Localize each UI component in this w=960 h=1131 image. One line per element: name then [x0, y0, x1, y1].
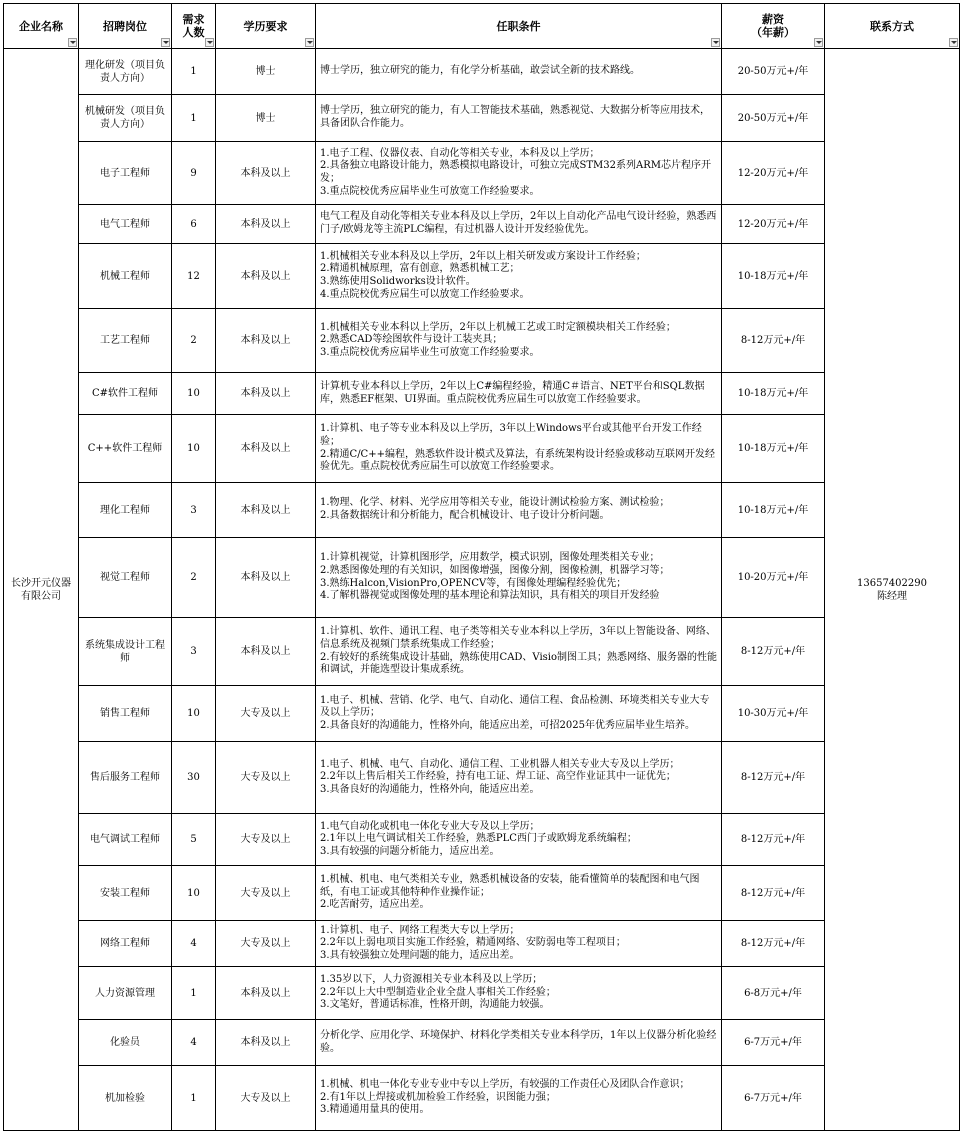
salary-cell: 8-12万元+/年 [722, 618, 825, 686]
salary-cell: 10-30万元+/年 [722, 686, 825, 742]
position-cell: 理化工程师 [79, 483, 172, 538]
salary-cell: 6-8万元+/年 [722, 967, 825, 1020]
table-row [4, 1066, 960, 1131]
conditions-cell: 1.计算机、软件、通讯工程、电子类等相关专业本科以上学历，3年以上智能设备、网络、信息系统及视频门禁系统集成工作经验； 2.有较好的系统集成设计基础，熟练使用CAD、Visio制图工具；熟悉网络、服务器的性能和调试，并能选型设计集成系统。 [316, 618, 722, 686]
filter-dropdown-icon[interactable] [68, 38, 77, 47]
contact-person: 陈经理 [877, 590, 907, 602]
position-cell: 工艺工程师 [79, 309, 172, 373]
conditions-cell: 1.机械相关专业本科及以上学历，2年以上相关研发或方案设计工作经验； 2.精通机械原理，富有创意，熟悉机械工艺； 3.熟练使用Solidworks设计软件。 4.重点院校优秀应届生可以放宽工作经验要求。 [316, 244, 722, 309]
count-cell: 1 [172, 967, 216, 1020]
education-cell: 本科及以上 [216, 244, 316, 309]
count-cell: 4 [172, 1020, 216, 1066]
conditions-cell: 1.机械、机电、电气类相关专业，熟悉机械设备的安装，能看懂简单的装配图和电气图纸，有电工证或其他特种作业操作证； 2.吃苦耐劳，适应出差。 [316, 866, 722, 921]
education-cell: 本科及以上 [216, 205, 316, 244]
salary-cell: 10-20万元+/年 [722, 538, 825, 618]
conditions-cell: 1.物理、化学、材料、光学应用等相关专业，能设计测试检验方案、测试检验； 2.具备数据统计和分析能力，配合机械设计、电子设计分析问题。 [316, 483, 722, 538]
table-row [4, 866, 960, 921]
table-row [4, 373, 960, 415]
salary-cell: 8-12万元+/年 [722, 309, 825, 373]
count-cell: 6 [172, 205, 216, 244]
conditions-cell: 电气工程及自动化等相关专业本科及以上学历，2年以上自动化产品电气设计经验，熟悉西门子/欧姆龙等主流PLC编程，有过机器人设计开发经验优先。 [316, 205, 722, 244]
education-cell: 大专及以上 [216, 921, 316, 967]
table-row [4, 686, 960, 742]
position-cell: C#软件工程师 [79, 373, 172, 415]
position-cell: 电子工程师 [79, 142, 172, 205]
position-cell: 网络工程师 [79, 921, 172, 967]
salary-cell: 6-7万元+/年 [722, 1020, 825, 1066]
count-cell: 10 [172, 373, 216, 415]
count-cell: 9 [172, 142, 216, 205]
count-cell: 30 [172, 742, 216, 814]
education-cell: 大专及以上 [216, 866, 316, 921]
conditions-cell: 1.电气自动化或机电一体化专业大专及以上学历； 2.1年以上电气调试相关工作经验，熟悉PLC西门子或欧姆龙系统编程； 3.具有较强的问题分析能力，适应出差。 [316, 814, 722, 866]
table-row [4, 742, 960, 814]
count-cell: 4 [172, 921, 216, 967]
table-row [4, 618, 960, 686]
filter-dropdown-icon[interactable] [711, 38, 720, 47]
table-row [4, 483, 960, 538]
education-cell: 大专及以上 [216, 1066, 316, 1131]
position-cell: 人力资源管理 [79, 967, 172, 1020]
position-cell: 系统集成设计工程师 [79, 618, 172, 686]
count-cell: 2 [172, 538, 216, 618]
table-row [4, 1020, 960, 1066]
count-cell: 10 [172, 415, 216, 483]
contact-cell [825, 49, 960, 1131]
header-company: 企业名称 [4, 4, 79, 49]
position-cell: 机械工程师 [79, 244, 172, 309]
table-row [4, 49, 960, 95]
education-cell: 大专及以上 [216, 814, 316, 866]
salary-cell: 10-18万元+/年 [722, 373, 825, 415]
count-cell: 1 [172, 49, 216, 95]
job-table [3, 3, 960, 1131]
count-cell: 10 [172, 686, 216, 742]
filter-dropdown-icon[interactable] [949, 38, 958, 47]
table-row [4, 967, 960, 1020]
table-row [4, 921, 960, 967]
education-cell: 本科及以上 [216, 538, 316, 618]
education-cell: 本科及以上 [216, 967, 316, 1020]
table-row [4, 142, 960, 205]
education-cell: 本科及以上 [216, 415, 316, 483]
position-cell: 理化研发（项目负责人方向） [79, 49, 172, 95]
position-cell: 视觉工程师 [79, 538, 172, 618]
education-cell: 本科及以上 [216, 1020, 316, 1066]
count-cell: 5 [172, 814, 216, 866]
table-row [4, 538, 960, 618]
count-cell: 3 [172, 483, 216, 538]
position-cell: 电气调试工程师 [79, 814, 172, 866]
table-row [4, 95, 960, 142]
header-education: 学历要求 [216, 4, 316, 49]
count-cell: 10 [172, 866, 216, 921]
conditions-cell: 1.35岁以下，人力资源相关专业本科及以上学历； 2.2年以上大中型制造业企业全盘人事相关工作经验； 3.文笔好，普通话标准，性格开朗，沟通能力较强。 [316, 967, 722, 1020]
salary-cell: 20-50万元+/年 [722, 95, 825, 142]
salary-cell: 8-12万元+/年 [722, 814, 825, 866]
position-cell: 售后服务工程师 [79, 742, 172, 814]
header-contact: 联系方式 [825, 4, 960, 49]
job-table-body [4, 49, 960, 1131]
conditions-cell: 计算机专业本科以上学历，2年以上C#编程经验，精通C＃语言、NET平台和SQL数据库，熟悉EF框架、UI界面。重点院校优秀应届生可以放宽工作经验要求。 [316, 373, 722, 415]
conditions-cell: 博士学历，独立研究的能力，有人工智能技术基础，熟悉视觉、大数据分析等应用技术，具备团队合作能力。 [316, 95, 722, 142]
salary-cell: 10-18万元+/年 [722, 244, 825, 309]
count-cell: 2 [172, 309, 216, 373]
filter-dropdown-icon[interactable] [205, 38, 214, 47]
education-cell: 大专及以上 [216, 742, 316, 814]
company-name-cell: 长沙开元仪器有限公司 [4, 49, 79, 1131]
position-cell: 安装工程师 [79, 866, 172, 921]
header-salary: 薪资 （年薪） [722, 4, 825, 49]
count-cell: 1 [172, 1066, 216, 1131]
conditions-cell: 1.电子、机械、电气、自动化、通信工程、工业机器人相关专业大专及以上学历； 2.2年以上售后相关工作经验，持有电工证、焊工证、高空作业证其中一证优先； 3.具备良好的沟通能力，性格外向，能适应出差。 [316, 742, 722, 814]
education-cell: 本科及以上 [216, 373, 316, 415]
salary-cell: 10-18万元+/年 [722, 483, 825, 538]
conditions-cell: 1.计算机视觉，计算机图形学，应用数学，模式识别，图像处理类相关专业； 2.熟悉图像处理的有关知识，如图像增强，图像分割，图像检测，机器学习等； 3.熟练Halcon,VisionPro,OPENCV等，有图像处理编程经验优先； 4.了解机器视觉或图像处理的基本理论和算法知识，具有相关的项目开发经验 [316, 538, 722, 618]
conditions-cell: 1.计算机、电子、网络工程类大专以上学历； 2.2年以上弱电项目实施工作经验，精通网络、安防弱电等工程项目； 3.具有较强独立处理问题的能力，适应出差。 [316, 921, 722, 967]
header-count: 需求 人数 [172, 4, 216, 49]
table-row [4, 309, 960, 373]
education-cell: 博士 [216, 95, 316, 142]
conditions-cell: 1.电子、机械、营销、化学、电气、自动化、通信工程、食品检测、环境类相关专业大专及以上学历； 2.具备良好的沟通能力，性格外向，能适应出差，可招2025年优秀应届毕业生培养。 [316, 686, 722, 742]
filter-dropdown-icon[interactable] [305, 38, 314, 47]
position-cell: 机加检验 [79, 1066, 172, 1131]
filter-dropdown-icon[interactable] [814, 38, 823, 47]
salary-cell: 8-12万元+/年 [722, 866, 825, 921]
position-cell: 电气工程师 [79, 205, 172, 244]
education-cell: 本科及以上 [216, 483, 316, 538]
salary-cell: 12-20万元+/年 [722, 142, 825, 205]
contact-phone: 13657402290 [857, 577, 927, 589]
salary-cell: 12-20万元+/年 [722, 205, 825, 244]
position-cell: 化验员 [79, 1020, 172, 1066]
salary-cell: 10-18万元+/年 [722, 415, 825, 483]
salary-cell: 20-50万元+/年 [722, 49, 825, 95]
table-row [4, 814, 960, 866]
position-cell: 销售工程师 [79, 686, 172, 742]
count-cell: 1 [172, 95, 216, 142]
count-cell: 3 [172, 618, 216, 686]
header-row [4, 4, 960, 49]
conditions-cell: 1.计算机、电子等专业本科及以上学历，3年以上Windows平台或其他平台开发工作经验； 2.精通C/C++编程，熟悉软件设计模式及算法，有系统架构设计经验或移动互联网开发经验优先。重点院校优秀应届生可以放宽工作经验要求。 [316, 415, 722, 483]
conditions-cell: 1.机械相关专业本科以上学历，2年以上机械工艺或工时定额模块相关工作经验； 2.熟悉CAD等绘图软件与设计工装夹具； 3.重点院校优秀应届毕业生可放宽工作经验要求。 [316, 309, 722, 373]
conditions-cell: 博士学历，独立研究的能力，有化学分析基础，敢尝试全新的技术路线。 [316, 49, 722, 95]
header-conditions: 任职条件 [316, 4, 722, 49]
salary-cell: 8-12万元+/年 [722, 742, 825, 814]
education-cell: 本科及以上 [216, 309, 316, 373]
salary-cell: 6-7万元+/年 [722, 1066, 825, 1131]
conditions-cell: 1.机械、机电一体化专业专业中专以上学历，有较强的工作责任心及团队合作意识； 2.有1年以上焊接或机加检验工作经验，识图能力强； 3.精通通用量具的使用。 [316, 1066, 722, 1131]
education-cell: 本科及以上 [216, 618, 316, 686]
table-row [4, 244, 960, 309]
filter-dropdown-icon[interactable] [161, 38, 170, 47]
salary-cell: 8-12万元+/年 [722, 921, 825, 967]
education-cell: 本科及以上 [216, 142, 316, 205]
education-cell: 博士 [216, 49, 316, 95]
table-row [4, 415, 960, 483]
count-cell: 12 [172, 244, 216, 309]
conditions-cell: 分析化学、应用化学、环境保护、材料化学类相关专业本科学历，1年以上仪器分析化验经验。 [316, 1020, 722, 1066]
position-cell: C++软件工程师 [79, 415, 172, 483]
position-cell: 机械研发（项目负责人方向） [79, 95, 172, 142]
header-position: 招聘岗位 [79, 4, 172, 49]
conditions-cell: 1.电子工程、仪器仪表、自动化等相关专业，本科及以上学历； 2.具备独立电路设计能力，熟悉模拟电路设计，可独立完成STM32系列ARM芯片程序开发； 3.重点院校优秀应届毕业生可放宽工作经验要求。 [316, 142, 722, 205]
table-row [4, 205, 960, 244]
education-cell: 大专及以上 [216, 686, 316, 742]
